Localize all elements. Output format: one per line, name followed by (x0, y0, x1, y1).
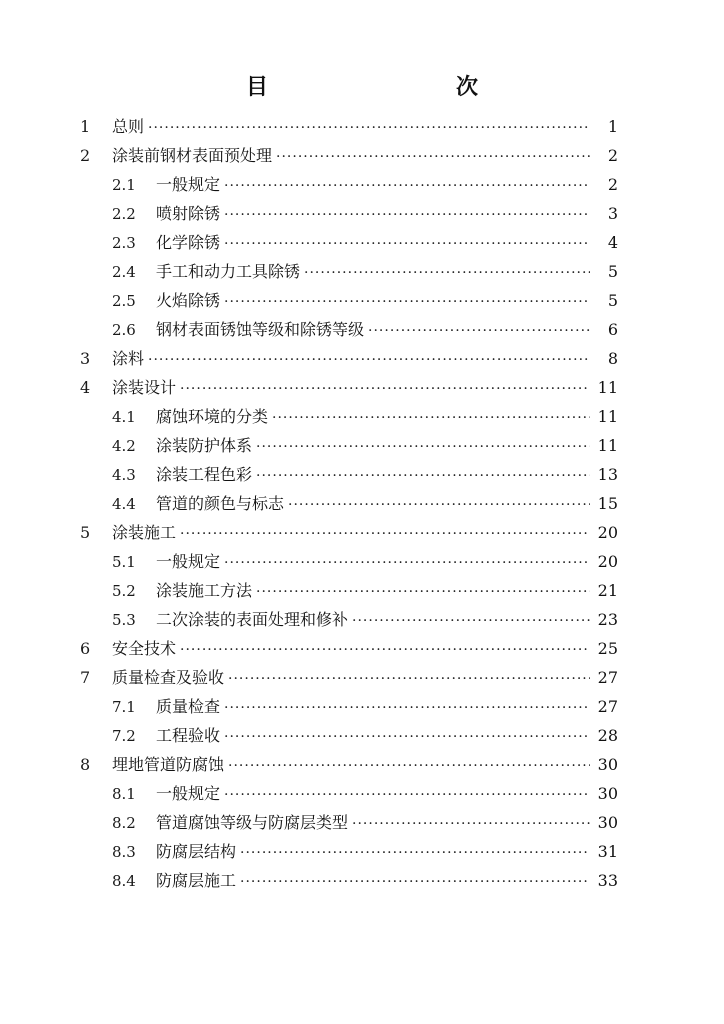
toc-section-entry[interactable] (80, 808, 618, 837)
dot-leader (240, 837, 590, 866)
toc-entry-title: 涂料 (112, 349, 145, 368)
toc-entry-number: 2.4 (112, 263, 136, 281)
dot-leader (224, 779, 590, 808)
toc-page-number: 13 (597, 465, 618, 484)
toc-section-entry[interactable] (80, 837, 618, 866)
toc-section-entry[interactable] (80, 692, 618, 721)
toc-entry-title: 涂装施工方法 (156, 581, 253, 600)
dot-leader (256, 431, 590, 460)
toc-entry-title: 化学除锈 (156, 233, 221, 252)
toc-section-entry[interactable] (80, 199, 618, 228)
toc-page-number: 30 (597, 755, 618, 774)
toc-section-entry[interactable] (80, 315, 618, 344)
toc-entry-title: 一般规定 (156, 175, 221, 194)
toc-entry-title: 工程验收 (156, 726, 221, 745)
toc-entry-number: 4 (80, 378, 91, 397)
dot-leader (224, 721, 590, 750)
dot-leader (272, 402, 590, 431)
dot-leader (224, 286, 590, 315)
toc-entry-number: 7 (80, 668, 91, 687)
toc-entry-number: 2 (80, 146, 91, 165)
toc-chapter-entry[interactable] (80, 344, 618, 373)
toc-page-number: 28 (597, 726, 618, 745)
toc-entry-title: 涂装施工 (112, 523, 177, 542)
toc-chapter-entry[interactable] (80, 518, 618, 547)
toc-entry-title: 钢材表面锈蚀等级和除锈等级 (156, 320, 365, 339)
toc-entry-title: 总则 (112, 117, 145, 136)
toc-entry-title: 腐蚀环境的分类 (156, 407, 269, 426)
toc-page-number: 20 (597, 523, 618, 542)
toc-section-entry[interactable] (80, 547, 618, 576)
toc-entry-number: 4.3 (112, 466, 136, 484)
dot-leader (148, 112, 590, 141)
dot-leader (304, 257, 590, 286)
toc-page-number: 11 (597, 436, 618, 455)
toc-entry-title: 涂装防护体系 (156, 436, 253, 455)
dot-leader (224, 170, 590, 199)
toc-entry-title: 涂装设计 (112, 378, 177, 397)
toc-section-entry[interactable] (80, 402, 618, 431)
toc-entry-title: 喷射除锈 (156, 204, 221, 223)
toc-chapter-entry[interactable] (80, 112, 618, 141)
dot-leader (228, 663, 590, 692)
toc-page-number: 23 (597, 610, 618, 629)
dot-leader (276, 141, 590, 170)
toc-entry-number: 8.1 (112, 785, 136, 803)
dot-leader (224, 199, 590, 228)
toc-entry-title: 手工和动力工具除锈 (156, 262, 301, 281)
toc-entry-title: 安全技术 (112, 639, 177, 658)
toc-section-entry[interactable] (80, 228, 618, 257)
toc-entry-number: 6 (80, 639, 91, 658)
dot-leader (180, 373, 590, 402)
toc-entry-number: 1 (80, 117, 91, 136)
toc-entry-number: 7.2 (112, 727, 136, 745)
dot-leader (224, 228, 590, 257)
toc-entry-number: 8 (80, 755, 91, 774)
dot-leader (368, 315, 590, 344)
toc-entry-title: 一般规定 (156, 552, 221, 571)
toc-page-number: 25 (597, 639, 618, 658)
toc-page-number: 4 (607, 233, 618, 252)
toc-entry-title: 埋地管道防腐蚀 (112, 755, 225, 774)
toc-entry-number: 5.2 (112, 582, 136, 600)
dot-leader (180, 634, 590, 663)
toc-page-number: 31 (597, 842, 618, 861)
toc-entry-title: 质量检查及验收 (112, 668, 225, 687)
toc-chapter-entry[interactable] (80, 373, 618, 402)
toc-entry-title: 二次涂装的表面处理和修补 (156, 610, 349, 629)
toc-section-entry[interactable] (80, 257, 618, 286)
toc-section-entry[interactable] (80, 286, 618, 315)
toc-chapter-entry[interactable] (80, 750, 618, 779)
toc-entry-number: 2.6 (112, 321, 136, 339)
toc-entry-number: 8.4 (112, 872, 136, 890)
toc-entry-title: 管道腐蚀等级与防腐层类型 (156, 813, 349, 832)
toc-page-number: 1 (607, 117, 618, 136)
toc-page-number: 30 (597, 813, 618, 832)
toc-section-entry[interactable] (80, 605, 618, 634)
toc-chapter-entry[interactable] (80, 634, 618, 663)
toc-entry-number: 8.3 (112, 843, 136, 861)
toc-section-entry[interactable] (80, 576, 618, 605)
dot-leader (148, 344, 590, 373)
toc-entry-number: 5 (80, 523, 91, 542)
toc-entry-title: 质量检查 (156, 697, 221, 716)
dot-leader (288, 489, 590, 518)
toc-entry-title: 一般规定 (156, 784, 221, 803)
toc-entry-number: 2.5 (112, 292, 136, 310)
toc-page-number: 21 (597, 581, 618, 600)
toc-page-number: 20 (597, 552, 618, 571)
toc-section-entry[interactable] (80, 489, 618, 518)
toc-page-number: 8 (607, 349, 618, 368)
toc-entry-number: 5.3 (112, 611, 136, 629)
dot-leader (228, 750, 590, 779)
toc-entry-number: 2.1 (112, 176, 136, 194)
toc-section-entry[interactable] (80, 431, 618, 460)
dot-leader (180, 518, 590, 547)
toc-section-entry[interactable] (80, 460, 618, 489)
toc-page-number: 33 (597, 871, 618, 890)
toc-page-number: 11 (597, 407, 618, 426)
toc-section-entry[interactable] (80, 170, 618, 199)
toc-page-number: 27 (597, 697, 618, 716)
toc-entry-number: 2.3 (112, 234, 136, 252)
toc-entry-title: 管道的颜色与标志 (156, 494, 285, 513)
table-of-contents (80, 112, 618, 895)
toc-page-number: 2 (607, 146, 618, 165)
toc-entry-title: 防腐层结构 (156, 842, 237, 861)
toc-page-number: 30 (597, 784, 618, 803)
toc-section-entry[interactable] (80, 721, 618, 750)
toc-entry-number: 5.1 (112, 553, 136, 571)
dot-leader (240, 866, 590, 895)
dot-leader (256, 576, 590, 605)
toc-entry-title: 防腐层施工 (156, 871, 237, 890)
toc-entry-title: 火焰除锈 (156, 291, 221, 310)
toc-page-number: 5 (607, 291, 618, 310)
toc-page-number: 5 (607, 262, 618, 281)
dot-leader (352, 605, 590, 634)
toc-entry-title: 涂装前钢材表面预处理 (112, 146, 273, 165)
toc-section-entry[interactable] (80, 866, 618, 895)
toc-page-number: 27 (597, 668, 618, 687)
toc-chapter-entry[interactable] (80, 663, 618, 692)
dot-leader (224, 547, 590, 576)
toc-entry-number: 4.1 (112, 408, 136, 426)
toc-page-number: 6 (607, 320, 618, 339)
dot-leader (256, 460, 590, 489)
dot-leader (352, 808, 590, 837)
toc-entry-number: 4.4 (112, 495, 136, 513)
page-title: 目 次 (245, 74, 526, 100)
toc-page-number: 15 (597, 494, 618, 513)
toc-section-entry[interactable] (80, 779, 618, 808)
toc-entry-title: 涂装工程色彩 (156, 465, 253, 484)
toc-page-number: 3 (607, 204, 618, 223)
dot-leader (224, 692, 590, 721)
toc-entry-number: 7.1 (112, 698, 136, 716)
toc-page-number: 2 (607, 175, 618, 194)
toc-entry-number: 8.2 (112, 814, 136, 832)
toc-page-number: 11 (597, 378, 618, 397)
toc-entry-number: 2.2 (112, 205, 136, 223)
toc-entry-number: 4.2 (112, 437, 136, 455)
toc-chapter-entry[interactable] (80, 141, 618, 170)
toc-entry-number: 3 (80, 349, 91, 368)
